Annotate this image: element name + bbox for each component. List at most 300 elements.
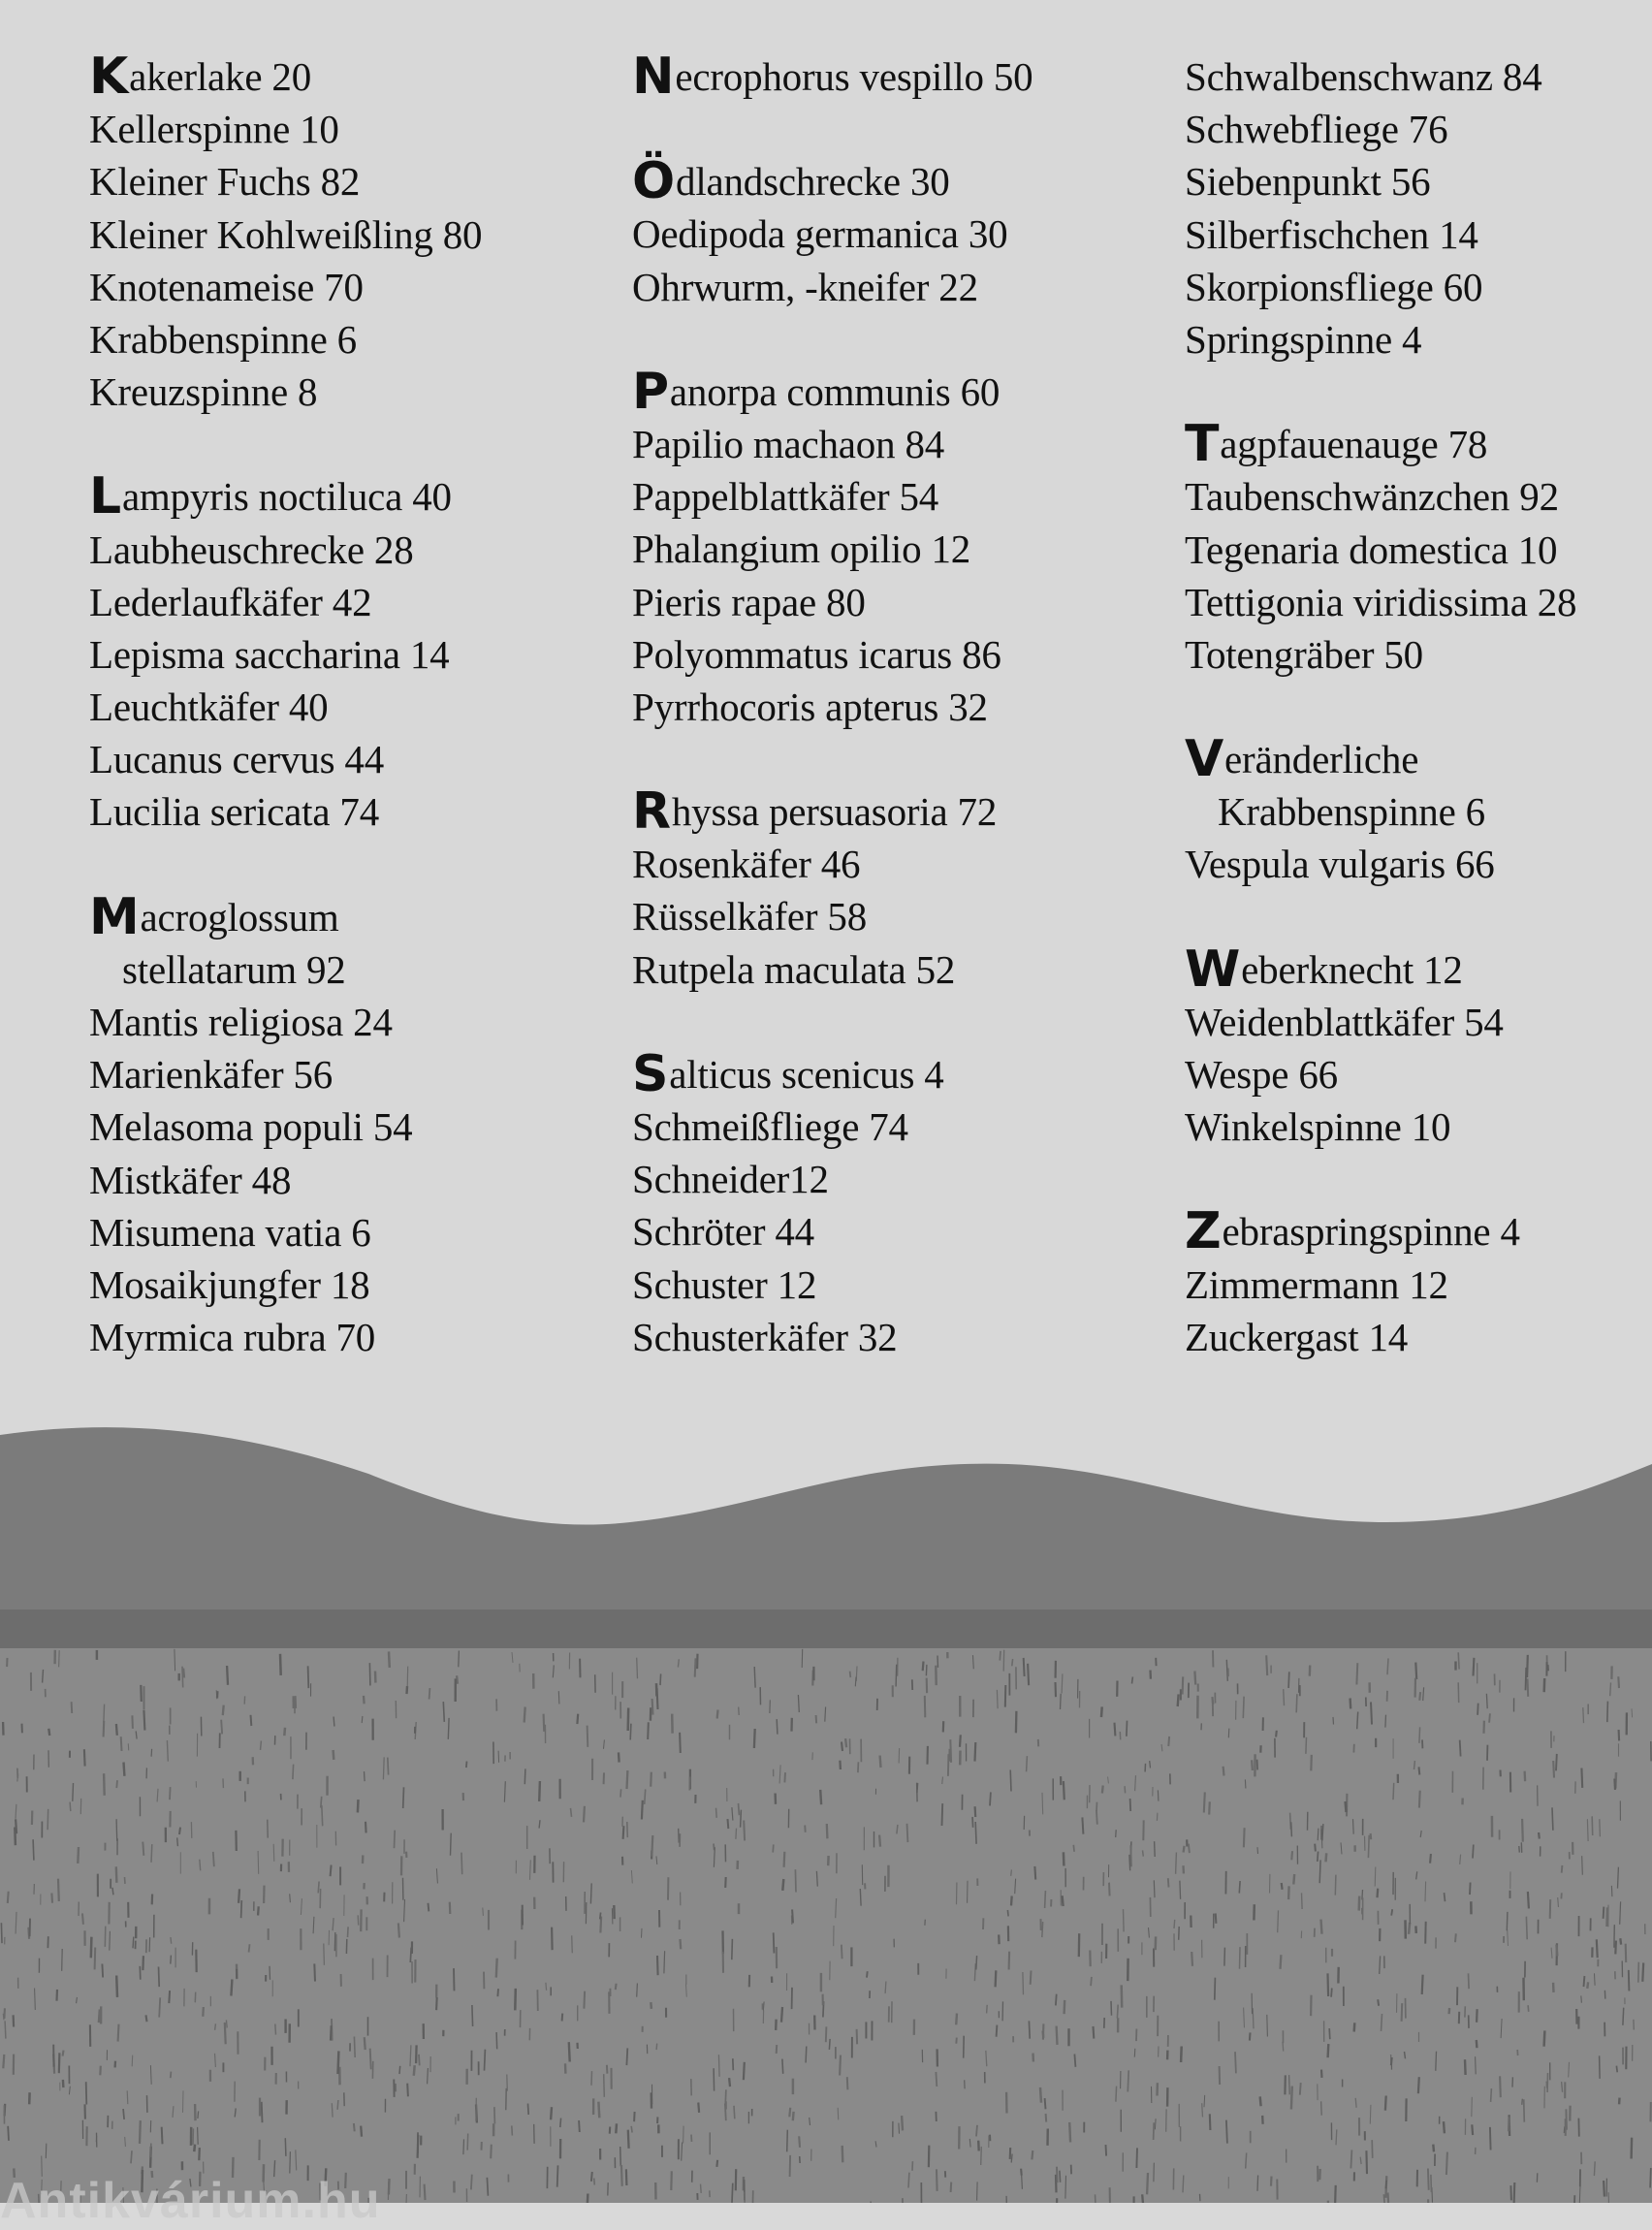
- grain-mark: [840, 1761, 841, 1769]
- grain-mark: [203, 2007, 204, 2017]
- grain-mark: [1582, 1856, 1583, 1875]
- entry-text: Schwebfliege 76: [1185, 107, 1447, 151]
- grain-mark: [546, 1983, 547, 1991]
- grain-mark: [716, 2160, 717, 2167]
- grain-mark: [942, 1803, 943, 1826]
- index-entry: [1185, 943, 1652, 996]
- index-entry: [1185, 1100, 1652, 1153]
- grain-mark: [1525, 1771, 1526, 1782]
- grain-mark: [58, 1879, 59, 1901]
- grain-mark: [1311, 1755, 1312, 1771]
- grain-mark: [140, 1966, 141, 1980]
- grain-mark: [141, 1685, 142, 1702]
- index-entry: [1185, 733, 1652, 785]
- grain-mark: [1266, 1655, 1267, 1675]
- entry-text: Laubheuschrecke 28: [89, 527, 414, 572]
- grain-mark: [686, 1985, 687, 1997]
- grain-mark: [1, 1923, 2, 1943]
- entry-text: Pappelblattkäfer 54: [632, 474, 938, 519]
- grain-mark: [1143, 1850, 1144, 1856]
- grain-mark: [1257, 1760, 1258, 1770]
- grain-mark: [732, 2183, 733, 2203]
- grain-mark: [714, 1847, 715, 1867]
- grain-mark: [235, 2108, 236, 2117]
- grain-mark: [348, 1927, 349, 1937]
- grain-mark: [395, 1831, 396, 1849]
- grain-mark: [960, 1735, 961, 1747]
- grain-mark: [1490, 2127, 1491, 2150]
- grain-mark: [1444, 2121, 1445, 2133]
- entry-text: Schwalbenschwanz 84: [1185, 54, 1542, 99]
- grain-mark: [173, 2106, 174, 2118]
- group-initial-letter: R: [632, 786, 671, 837]
- grain-mark: [752, 2190, 753, 2203]
- grain-mark: [1507, 1912, 1508, 1930]
- grain-mark: [572, 1935, 573, 1953]
- grain-mark: [354, 2123, 355, 2131]
- grain-mark: [880, 1756, 881, 1768]
- grain-mark: [552, 1927, 553, 1951]
- index-entry: [89, 470, 632, 523]
- grain-mark: [725, 2104, 726, 2121]
- entry-text: Schmeißfliege 74: [632, 1104, 908, 1149]
- grain-mark: [1184, 1846, 1185, 1853]
- grain-mark: [116, 1819, 117, 1841]
- grain-mark: [121, 1736, 122, 1751]
- grain-mark: [741, 1810, 742, 1828]
- entry-text: Lucilia sericata 74: [89, 789, 379, 834]
- grain-mark: [620, 1789, 621, 1797]
- grain-mark: [1357, 1712, 1358, 1730]
- grain-mark: [51, 1894, 52, 1903]
- index-entry: [89, 1311, 632, 1363]
- grain-mark: [451, 1833, 452, 1856]
- grain-mark: [855, 1677, 856, 1687]
- grain-mark: [354, 2037, 355, 2058]
- grain-mark: [798, 1695, 799, 1712]
- grain-mark: [1526, 1668, 1527, 1690]
- grain-mark: [1291, 1822, 1292, 1836]
- index-group: [1185, 418, 1652, 681]
- grain-mark: [1562, 2082, 1563, 2092]
- group-initial-letter: P: [632, 366, 669, 417]
- grain-mark: [463, 2139, 464, 2154]
- grain-mark: [1267, 2015, 1268, 2037]
- grain-mark: [46, 2144, 47, 2159]
- grain-mark: [1056, 1994, 1057, 2006]
- grain-mark: [591, 2172, 592, 2182]
- grain-mark: [679, 1829, 680, 1843]
- grain-mark: [1355, 2098, 1356, 2108]
- grain-mark: [1243, 1697, 1244, 1718]
- grain-mark: [334, 1932, 335, 1951]
- grain-mark: [1012, 1659, 1013, 1666]
- grain-mark: [937, 1656, 938, 1668]
- grain-mark: [1189, 1844, 1190, 1854]
- grain-mark: [1194, 1672, 1195, 1685]
- grain-mark: [1302, 1893, 1303, 1909]
- grain-mark: [249, 1944, 250, 1952]
- grain-mark: [975, 1742, 976, 1762]
- index-entry: [632, 261, 1175, 313]
- grain-mark: [1154, 2122, 1155, 2140]
- grain-mark: [763, 2002, 764, 2011]
- grain-mark: [406, 2194, 407, 2203]
- index-entry: [632, 470, 1175, 523]
- grain-mark: [171, 1937, 172, 1944]
- grain-mark: [1204, 1792, 1205, 1812]
- grain-mark: [579, 2120, 580, 2132]
- grain-mark: [308, 1666, 309, 1688]
- grain-mark: [1557, 1945, 1558, 1957]
- grain-mark: [1260, 2096, 1261, 2106]
- entry-text: Mistkäfer 48: [89, 1158, 291, 1202]
- grain-mark: [1043, 2023, 1044, 2039]
- grain-mark: [133, 1937, 134, 1949]
- entry-text: Misumena vatia 6: [89, 1210, 371, 1255]
- grain-mark: [398, 1923, 399, 1937]
- grain-mark: [496, 1959, 497, 1978]
- grain-mark: [1368, 1835, 1369, 1858]
- grain-mark: [296, 2150, 297, 2170]
- grain-mark: [1319, 1860, 1320, 1883]
- grain-mark: [1550, 1899, 1551, 1919]
- grain-mark: [612, 1908, 613, 1924]
- grain-mark: [1551, 1948, 1552, 1959]
- grain-mark: [1553, 1761, 1554, 1778]
- entry-text: Mosaikjungfer 18: [89, 1262, 369, 1307]
- grain-mark: [123, 2109, 124, 2119]
- cover-grain-texture: [0, 1648, 1652, 2203]
- index-entry: [632, 418, 1175, 470]
- grain-mark: [997, 2025, 998, 2037]
- grain-mark: [1116, 1830, 1117, 1837]
- grain-mark: [1378, 1999, 1379, 2006]
- grain-mark: [333, 1918, 334, 1930]
- grain-mark: [1082, 1817, 1083, 1833]
- group-initial-letter: N: [632, 51, 674, 102]
- grain-mark: [682, 2143, 683, 2161]
- index-group: [632, 366, 1175, 733]
- grain-mark: [598, 2102, 599, 2118]
- grain-mark: [487, 2178, 488, 2196]
- grain-mark: [1246, 2152, 1247, 2168]
- grain-mark: [628, 1708, 629, 1732]
- grain-mark: [1178, 1694, 1179, 1706]
- grain-mark: [616, 1984, 617, 1990]
- grain-mark: [1244, 1828, 1245, 1847]
- index-column-2: [632, 50, 1175, 1416]
- grain-mark: [1619, 1730, 1620, 1740]
- grain-mark: [1623, 2008, 1624, 2025]
- index-entry: [89, 681, 632, 733]
- grain-mark: [840, 2055, 841, 2076]
- grain-mark: [261, 1741, 262, 1750]
- group-initial-letter: S: [632, 1049, 668, 1099]
- entry-text: Lederlaufkäfer 42: [89, 580, 371, 624]
- grain-mark: [820, 1790, 821, 1804]
- grain-mark: [1257, 2176, 1258, 2191]
- grain-mark: [626, 2048, 627, 2065]
- grain-mark: [361, 2126, 362, 2137]
- grain-mark: [981, 2147, 982, 2165]
- grain-mark: [1132, 1677, 1133, 1684]
- index-entry: [1185, 470, 1652, 523]
- grain-mark: [116, 1976, 117, 1997]
- group-initial-letter: Z: [1185, 1206, 1222, 1257]
- entry-text: Polyommatus icarus 86: [632, 632, 1001, 677]
- grain-mark: [628, 2130, 629, 2149]
- grain-mark: [1359, 1896, 1360, 1911]
- grain-mark: [497, 1989, 498, 1996]
- grain-mark: [416, 2045, 417, 2063]
- grain-mark: [816, 1871, 817, 1887]
- grain-mark: [104, 1773, 105, 1796]
- grain-mark: [660, 1673, 661, 1685]
- grain-mark: [917, 1783, 918, 1802]
- grain-mark: [1096, 1802, 1097, 1811]
- grain-mark: [1556, 1754, 1557, 1770]
- grain-mark: [127, 2090, 128, 2104]
- grain-mark: [739, 1803, 740, 1815]
- entry-text: Tegenaria domestica 10: [1185, 527, 1557, 572]
- grain-mark: [860, 1889, 861, 1906]
- grain-mark: [1500, 2076, 1501, 2097]
- grain-mark: [410, 2045, 411, 2066]
- grain-mark: [1015, 1879, 1016, 1895]
- grain-mark: [1027, 1756, 1028, 1771]
- grain-mark: [718, 2055, 719, 2077]
- index-entry: [1185, 418, 1652, 470]
- grain-mark: [1109, 1883, 1110, 1896]
- grain-mark: [1065, 2176, 1066, 2199]
- grain-mark: [179, 1828, 180, 1834]
- index-entry: [1185, 103, 1652, 155]
- grain-mark: [976, 1956, 977, 1969]
- grain-mark: [1378, 1889, 1379, 1898]
- grain-mark: [318, 1882, 319, 1894]
- grain-mark: [364, 1696, 365, 1704]
- grain-mark: [425, 2184, 426, 2200]
- grain-mark: [656, 2044, 657, 2051]
- grain-mark: [974, 1963, 975, 1981]
- grain-mark: [829, 2039, 830, 2050]
- index-entry: [1185, 208, 1652, 261]
- grain-mark: [838, 2108, 839, 2120]
- grain-mark: [1042, 1793, 1043, 1815]
- grain-mark: [1419, 1791, 1420, 1808]
- grain-mark: [604, 1739, 605, 1748]
- grain-mark: [1111, 2001, 1112, 2016]
- grain-mark: [1333, 1717, 1334, 1725]
- grain-mark: [774, 1932, 775, 1953]
- grain-mark: [656, 1856, 657, 1864]
- grain-mark: [524, 1768, 525, 1784]
- entry-text: Mantis religiosa 24: [89, 1000, 393, 1044]
- grain-mark: [594, 2179, 595, 2185]
- grain-mark: [1062, 1673, 1063, 1693]
- entry-text: Ohrwurm, -kneifer 22: [632, 265, 978, 309]
- grain-mark: [1375, 1867, 1376, 1887]
- grain-mark: [1069, 2122, 1070, 2143]
- grain-mark: [897, 1825, 898, 1834]
- grain-mark: [104, 1704, 105, 1722]
- index-entry: [89, 313, 632, 366]
- grain-mark: [285, 2138, 286, 2156]
- grain-mark: [1009, 1952, 1010, 1970]
- grain-mark: [1283, 2042, 1284, 2052]
- index-entry: [632, 681, 1175, 733]
- grain-mark: [1638, 1962, 1639, 1983]
- grain-mark: [419, 2055, 420, 2066]
- grain-mark: [43, 1670, 44, 1683]
- grain-mark: [116, 1780, 117, 1788]
- grain-mark: [1319, 2169, 1320, 2180]
- grain-mark: [57, 1990, 58, 2001]
- grain-mark: [627, 1770, 628, 1789]
- grain-mark: [1600, 1819, 1601, 1836]
- entry-text: Totengräber 50: [1185, 632, 1423, 677]
- grain-mark: [1607, 1702, 1608, 1723]
- grain-mark: [258, 1851, 259, 1874]
- grain-mark: [91, 1937, 92, 1959]
- grain-mark: [183, 2090, 184, 2113]
- grain-mark: [1372, 2140, 1373, 2158]
- grain-mark: [151, 1749, 152, 1757]
- grain-mark: [1011, 2154, 1012, 2163]
- index-entry: [1185, 524, 1652, 576]
- grain-mark: [1366, 2150, 1367, 2174]
- grain-mark: [1510, 2185, 1511, 2200]
- grain-mark: [782, 1879, 783, 1891]
- grain-mark: [1522, 1819, 1523, 1842]
- grain-mark: [512, 1652, 513, 1663]
- grain-mark: [1455, 1933, 1456, 1942]
- grain-mark: [802, 1649, 803, 1668]
- index-group: [89, 470, 632, 838]
- grain-mark: [1458, 1682, 1459, 1703]
- entry-text: hyssa persuasoria 72: [672, 789, 997, 834]
- grain-mark: [1321, 1920, 1322, 1934]
- grain-mark: [1224, 1948, 1225, 1966]
- grain-mark: [964, 2036, 965, 2058]
- grain-mark: [14, 2015, 15, 2026]
- grain-mark: [3, 2055, 4, 2068]
- grain-mark: [732, 1939, 733, 1959]
- grain-mark: [1106, 2145, 1107, 2156]
- entry-text: Oedipoda germanica 30: [632, 211, 1007, 256]
- grain-mark: [226, 2020, 227, 2027]
- grain-mark: [1291, 1851, 1292, 1860]
- index-group: [1185, 50, 1652, 366]
- grain-mark: [454, 1968, 455, 1991]
- grain-mark: [251, 1715, 252, 1726]
- grain-mark: [59, 1650, 60, 1667]
- grain-mark: [1122, 1985, 1123, 2007]
- grain-mark: [698, 2103, 699, 2113]
- index-entry: [632, 576, 1175, 628]
- entry-text: Schuster 12: [632, 1262, 816, 1307]
- grain-mark: [1116, 2087, 1117, 2102]
- index-entry: [89, 576, 632, 628]
- grain-mark: [806, 2047, 807, 2063]
- grain-mark: [777, 1719, 778, 1735]
- grain-mark: [805, 1826, 806, 1832]
- grain-mark: [1528, 2005, 1529, 2012]
- grain-mark: [1620, 1938, 1621, 1944]
- grain-mark: [1425, 1882, 1426, 1902]
- grain-mark: [1042, 1922, 1043, 1937]
- grain-mark: [1626, 1944, 1627, 1962]
- grain-mark: [902, 2116, 903, 2130]
- grain-mark: [177, 1837, 178, 1846]
- grain-mark: [1031, 1970, 1032, 1984]
- book-cover-edge: [0, 1609, 1652, 1652]
- grain-mark: [389, 2179, 390, 2194]
- grain-mark: [558, 1691, 559, 1704]
- grain-mark: [885, 1982, 886, 1994]
- entry-text: Silberfischchen 14: [1185, 212, 1478, 257]
- grain-mark: [362, 1716, 363, 1723]
- grain-mark: [744, 2062, 745, 2080]
- index-group: [1185, 1205, 1652, 1363]
- grain-mark: [170, 1787, 171, 1800]
- grain-mark: [457, 1675, 458, 1683]
- index-entry: [89, 996, 632, 1048]
- grain-mark: [461, 1853, 462, 1875]
- grain-mark: [1460, 1740, 1461, 1757]
- grain-mark: [956, 2038, 957, 2044]
- index-entry: [632, 50, 1175, 103]
- grain-mark: [241, 1900, 242, 1918]
- grain-mark: [1010, 1770, 1011, 1792]
- grain-mark: [590, 1883, 591, 1903]
- grain-mark: [1288, 1886, 1289, 1899]
- grain-mark: [847, 2077, 848, 2089]
- grain-mark: [562, 2014, 563, 2022]
- grain-mark: [732, 1807, 733, 1821]
- index-entry: [89, 1100, 632, 1153]
- grain-mark: [539, 1820, 540, 1828]
- grain-mark: [1476, 2056, 1477, 2074]
- grain-mark: [1415, 1663, 1416, 1679]
- grain-mark: [8, 2126, 9, 2141]
- grain-mark: [799, 2136, 800, 2148]
- grain-mark: [790, 2155, 791, 2177]
- grain-mark: [584, 1806, 585, 1823]
- entry-text: Schneider12: [632, 1157, 829, 1201]
- grain-mark: [436, 1868, 437, 1883]
- grain-mark: [483, 1908, 484, 1916]
- grain-mark: [1142, 2194, 1143, 2203]
- grain-mark: [369, 1663, 370, 1685]
- grain-mark: [925, 1696, 926, 1717]
- index-entry: [89, 155, 632, 207]
- grain-mark: [358, 1800, 359, 1812]
- grain-mark: [899, 1748, 900, 1764]
- grain-mark: [754, 1667, 755, 1688]
- grain-mark: [1581, 1995, 1582, 2002]
- grain-mark: [1597, 1939, 1598, 1958]
- grain-mark: [1253, 2008, 1254, 2028]
- entry-text: Papilio machaon 84: [632, 422, 944, 466]
- grain-mark: [972, 1817, 973, 1828]
- entry-text: ecrophorus vespillo 50: [675, 54, 1032, 99]
- grain-mark: [1328, 1973, 1329, 1996]
- grain-mark: [1528, 1892, 1529, 1908]
- grain-mark: [728, 1819, 729, 1829]
- grain-mark: [1519, 1846, 1520, 1853]
